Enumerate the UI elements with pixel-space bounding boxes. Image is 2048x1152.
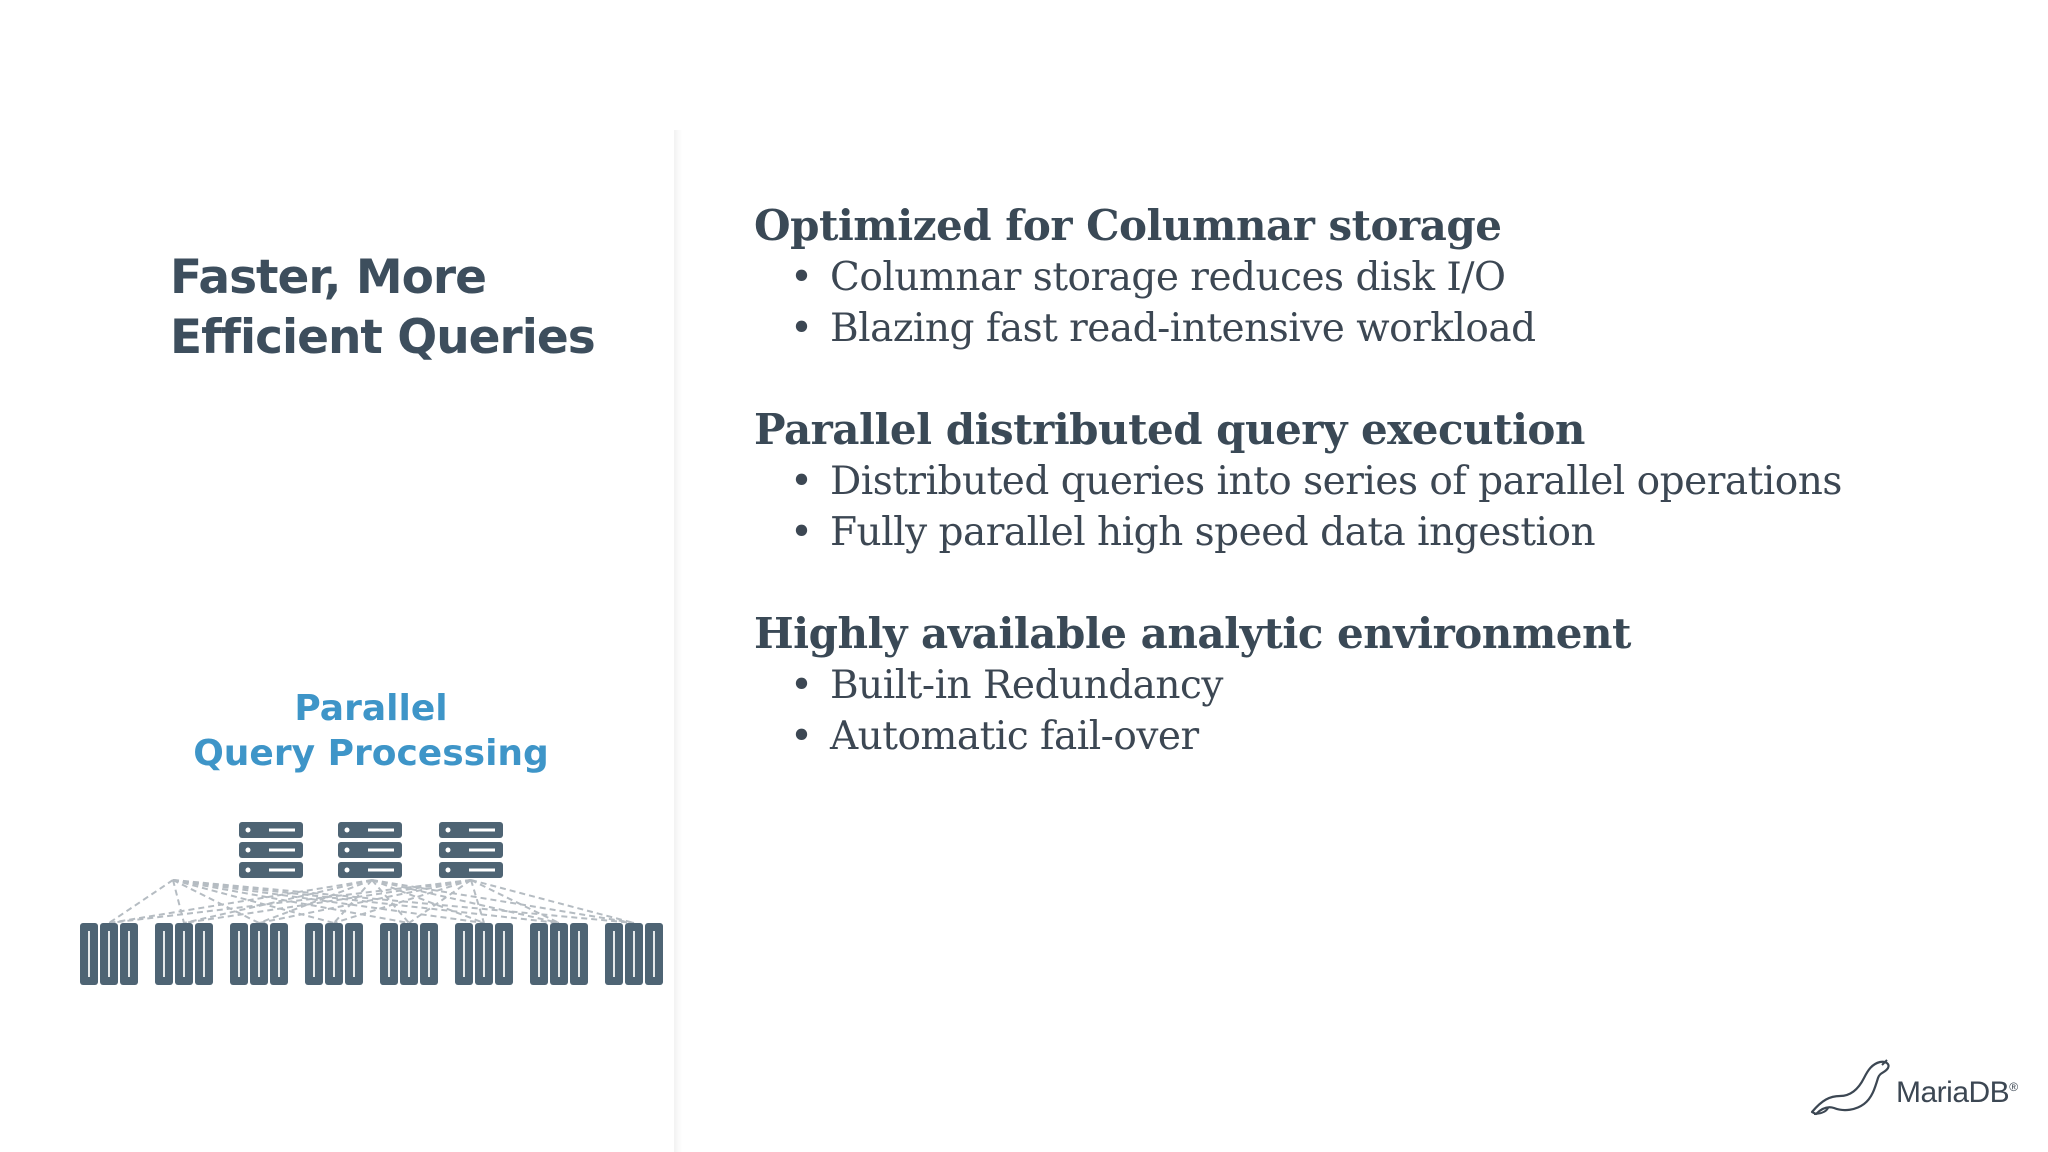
bullet-item <box>790 303 1954 354</box>
bullet-text: Fully parallel high speed data ingestion <box>830 510 1596 555</box>
bullet-item <box>790 456 1954 507</box>
bullet-item <box>790 507 1954 558</box>
bullet-dot: • <box>790 663 813 708</box>
bullet-item <box>790 660 1954 711</box>
feature-section-columnar <box>754 200 1954 354</box>
logo-text <box>1896 1076 2018 1110</box>
bullet-dot: • <box>790 714 813 759</box>
bullet-text: Built-in Redundancy <box>830 663 1223 708</box>
diagram-label-line-1: Parallel <box>294 688 448 729</box>
section-heading: Optimized for Columnar storage <box>754 201 1502 250</box>
slide-title-line-2: Efficient Queries <box>170 310 595 365</box>
bullet-item <box>790 252 1954 303</box>
storage-node-icon <box>80 923 138 985</box>
storage-node-icon <box>530 923 588 985</box>
section-heading: Parallel distributed query execution <box>754 405 1585 454</box>
bullet-text: Columnar storage reduces disk I/O <box>830 255 1506 300</box>
bullet-dot: • <box>790 459 813 504</box>
storage-node-icon <box>305 923 363 985</box>
diagram-label <box>190 686 552 776</box>
connection-lines <box>109 880 634 923</box>
server-rack-icon <box>338 822 402 878</box>
bullet-dot: • <box>790 255 813 300</box>
storage-node-icon <box>605 923 663 985</box>
diagram-label-line-2: Query Processing <box>193 733 549 774</box>
feature-content <box>754 200 1954 812</box>
bullet-item <box>790 711 1954 762</box>
parallel-processing-diagram <box>70 815 670 1000</box>
feature-section-parallel <box>754 404 1954 558</box>
slide-title-line-1: Faster, More <box>170 250 486 305</box>
panel-divider <box>674 130 682 1152</box>
bullet-text: Automatic fail-over <box>830 714 1199 759</box>
bullet-text: Blazing fast read-intensive workload <box>830 306 1536 351</box>
mariadb-logo <box>1808 1054 2018 1124</box>
bullet-dot: • <box>790 306 813 351</box>
storage-node-icon <box>230 923 288 985</box>
bullet-list <box>754 660 1954 762</box>
bullet-list <box>754 252 1954 354</box>
server-rack-icon <box>439 822 503 878</box>
storage-node-icon <box>455 923 513 985</box>
feature-section-availability <box>754 608 1954 762</box>
bullet-text: Distributed queries into series of parallel operations <box>830 459 1842 504</box>
bullet-dot: • <box>790 510 813 555</box>
storage-node-icon <box>380 923 438 985</box>
bullet-list <box>754 456 1954 558</box>
logo-registered-mark: ® <box>2009 1080 2018 1094</box>
section-heading: Highly available analytic environment <box>754 609 1631 658</box>
storage-node-icon <box>155 923 213 985</box>
seal-icon <box>1808 1056 1898 1116</box>
server-rack-icon <box>239 822 303 878</box>
slide-title <box>170 248 630 368</box>
logo-wordmark: MariaDB <box>1896 1076 2010 1109</box>
